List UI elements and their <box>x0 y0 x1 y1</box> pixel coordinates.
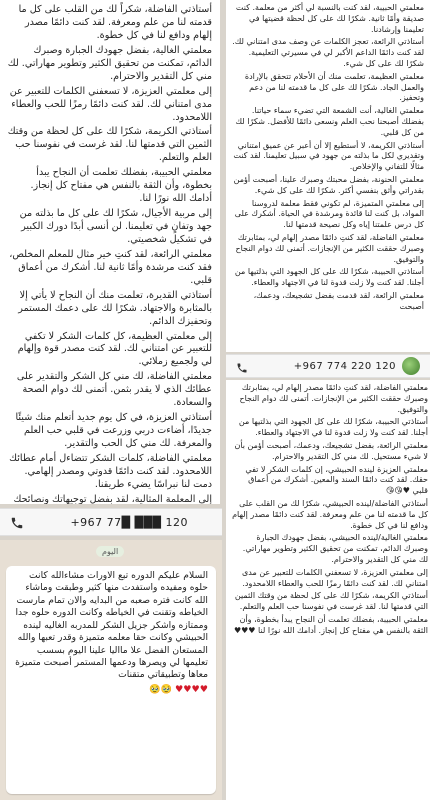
message-emoji: ♥♥♥♥ 🥹🥹 <box>149 683 208 695</box>
contact-phone-number: +967 77█ ███ 120 <box>70 515 188 529</box>
message-paragraph: إلى مربية الأجيال، شكرًا لك على كل ما بذلته من جهد وتفانٍ في تعليمنا. لن أنسى أبدًا دورك الكبير في تشكيل شخصيتي. <box>19 208 212 245</box>
message-paragraph: معلمتي الفاضلة، لقد كنتِ دائمًا مصدر إلهام لي، بمثابرتك وصبرك حققت الكثير من الإنجازات. أتمنى لك دوام النجاح والتوفيق. <box>235 232 424 264</box>
left-top-panel <box>0 0 220 504</box>
contact-header-left[interactable] <box>0 508 222 536</box>
message-text: السلام عليكم الدوره تبع الاورات مشاءالله كانت حلوه ومفيده واستفدت منها كثير وطبقت وماشاء الله كانت فتره صعبه من البدايه والان تمام مارست الخياطه وتقنت في الخياطه وكانت الدوره حلوه جدا وممتازه واشكر جزيل الشكر للمدربه الغاليه لينده الحبيشي وكانت حقا معلمه متميزة وقدر تعبها والله المستعان الفضل علا مااليا علينا اليوم بسسب تعليمها لي ويصرها ودعمها المستمر أصبحت متميزة معاها وتطبيقاتي متقنات <box>15 570 208 681</box>
message-paragraph: معلمتي الحبيبة، بفضلك تعلمت أن النجاح يبدأ بخطوة، وأن الثقة بالنفس هي مفتاح كل إنجاز. أدامك الله نورًا لنا. <box>30 167 212 205</box>
date-chip: اليوم <box>96 546 124 557</box>
message-bubble-right-bottom[interactable] <box>226 380 430 800</box>
message-paragraph: معلمتي الغالية، أنت الشمعة التي تضيء سماء حياتنا. بفضلك أصبحنا نحب العلم ونسعى دائمًا للأفضل. شكرًا لك من كل قلبي. <box>235 106 424 137</box>
right-bottom-panel <box>226 380 430 800</box>
message-paragraph: إلى معلمتي المتميزة، لم تكوني فقط معلمة لدروسنا المواد، بل كنت لنا قائدة ومرشدة في الحياة. أشكرك على كل درس علمتنا إياه وكل نصيحة قدمتها لنا. <box>234 198 424 230</box>
message-paragraph: أستاذتي الحبيبة، شكرًا لك على كل الجهود التي بذلتيها من أجلنا. لقد كنت ولا زلت قدوة لنا في الاجتهاد والعطاء. <box>234 267 424 288</box>
message-paragraph: أستاذتي الكريمة، لا أستطيع إلا أن أعبر عن عميق امتناني وتقديري لكل ما بذلته من جهود في سبيل تعليمنا. لقد كنت مثالًا للتفاني والإخلاص. <box>233 140 424 172</box>
message-paragraph: معلمتي الفاضلة، لك مني كل الشكر والتقدير على عطائك الذي لا يقدر بثمن. أتمنى لك دوام الصحة والسعادة. <box>16 371 212 409</box>
message-paragraph: أستاذتي الفاضلة/لينده الحبيشي، شكرًا لك من القلب على كل ما قدمته لنا من علم ومعرفة. لقد كنت دائمًا مصدر إلهام ودافع لنا في كل خطوة. <box>232 498 428 530</box>
message-paragraph: معلمتي العظيمة، تعلمت منك أن الأحلام تتحقق بالإرادة والعمل الجاد. شكرًا لك على كل ما قدمته لنا من دعم وتحفيز. <box>244 71 424 103</box>
message-paragraph: أستاذتي العزيزة، في كل يوم جديد أتعلم منك شيئًا جديدًا، أضاءت دربي وزرعت في قلبي حب العلم والمعرفة. لك مني كل الحب والتقدير. <box>15 412 212 449</box>
message-paragraph: إلى معلمتي العزيزة، لا تسعفني الكلمات للتعبير عن مدى امتناني لك. لقد كنت دائمًا رمزًا للحب والعطاء اللامحدود. <box>242 567 428 588</box>
message-paragraph: معلمتي الرائعة، لقد كنتِ خير مثال للمعلم المخلص، فقد كنت مرشدة وأمًا ثانية لنا. أشكرك من أعماق قلبي. <box>9 248 212 286</box>
message-paragraph: أستاذتي الكريمة، شكرًا لك على كل لحظة من وقتك الثمين التي قدمتها لنا. لقد غرست في نفوسنا حب العلم والتعلم. <box>234 591 428 612</box>
message-paragraph: معلمتي الفاضلة، لقد كنتِ دائمًا مصدر إلهام لي، بمثابرتك وصبرك حققت الكثير من الإنجازات. أتمنى لك دوام النجاح والتوفيق. <box>239 383 428 414</box>
contact-header-right[interactable] <box>226 354 430 378</box>
message-paragraph: معلمتي الغالية/لينده الحبيشي، بفضل جهودك الجبارة وصبرك الدائم، تمكنت من تحقيق الكثير وتطوير مهاراتي. لك مني كل التقدير والاحترام. <box>242 533 428 564</box>
message-paragraph: معلمتي الحبيبة، لقد كنت بالنسبة لي أكثر من معلمة. كنت صديقة وأمًا ثانية. شكرًا لك على كل لحظة قضيتها في تعليمنا وإرشادنا. <box>235 3 424 34</box>
message-paragraph: معلمتي الرائعة، بفضل تشجيعك، ودعمك، أصبحت أؤمن بأن لا شيء مستحيل. لك مني كل التقدير والاحترام. <box>234 440 428 461</box>
left-bottom-panel <box>0 540 222 800</box>
right-top-panel <box>226 0 430 352</box>
message-paragraph: معلمتي الفاضلة، كلمات الشكر تتضاءل أمام عطائك اللامحدود. لقد كنت دائمًا قدوتي ومصدر إلهامي. دمت لنا نبراسًا يضيء طريقنا. <box>9 452 212 490</box>
message-paragraph: إلى معلمتي العظيمة، كل كلمات الشكر لا تكفي للتعبير عن امتناني لك. لقد كنت مصدر قوة وإلهام لي ولجميع زملائي. <box>17 330 212 368</box>
phone-call-icon[interactable] <box>10 515 24 529</box>
message-paragraph: إلى معلمتي العزيزة، لا تسعفني الكلمات للتعبير عن مدى امتناني لك. لقد كنت دائمًا رمزًا للحب والعطاء اللامحدود. <box>9 85 212 123</box>
message-paragraph: أستاذتي الرائعة، تعجز الكلمات عن وصف مدى امتناني لك. لقد كنت دائمًا الداعم الأكبر لي في مسيرتي التعليمية. شكرًا لك على كل شيء. <box>232 37 424 68</box>
contact-phone-number: +967 774 220 120 <box>293 360 396 372</box>
message-text <box>6 4 212 504</box>
message-bubble-right-top[interactable] <box>226 0 430 352</box>
message-paragraph: أستاذتي الحبيبة، شكرًا لك على كل الجهود التي بذلتيها من أجلنا. لقد كنت ولا زلت قدوة لنا في الاجتهاد والعطاء. <box>238 417 428 438</box>
phone-call-icon[interactable] <box>236 359 250 373</box>
message-paragraph: أستاذتي القديرة، تعلمت منك أن النجاح لا يأتي إلا بالمثابرة والاجتهاد. شكرًا لك على دعمك المستمر وتحفيزك الدائم. <box>18 289 212 327</box>
message-paragraph: معلمتي الغالية، بفضل جهودك الجبارة وصبرك الدائم، تمكنت من تحقيق الكثير وتطوير مهاراتي. لك مني كل التقدير والاحترام. <box>7 44 212 82</box>
message-paragraph: معلمتي الحبيبة، بفضلك تعلمت أن النجاح يبدأ بخطوة، وأن الثقة بالنفس هي مفتاح كل إنجاز. أدامك الله نورًا لنا ♥♥♥ <box>233 614 428 635</box>
message-bubble-left-top[interactable] <box>0 0 220 504</box>
message-paragraph: إلى المعلمة المثالية، لقد بفضل توجيهاتك ونصائحك <box>13 493 212 504</box>
message-text <box>232 383 428 637</box>
avatar[interactable] <box>402 357 420 375</box>
message-text <box>232 3 424 313</box>
message-bubble-left-bottom[interactable] <box>6 566 216 794</box>
message-paragraph: أستاذتي الكريمة، شكرًا لك على كل لحظة من وقتك الثمين التي قدمتها لنا. لقد غرست في نفوسنا حب العلم والتعلم. <box>7 126 212 164</box>
message-paragraph: معلمتي الحنونة، بفضل محبتك وصبرك علينا، أصبحت أؤمن بقدراتي وأثق بنفسي أكثر. شكرًا لك على كل شيء. <box>233 174 424 195</box>
message-paragraph: معلمتي العزيزة لينده الحبيشي، إن كلمات الشكر لا تفي حقك. لقد كنت دائمًا السند والمعين. أشكرك من أعماق قلبي ♥😘😘 <box>245 464 428 496</box>
message-paragraph: معلمتي الرائعة، لقد قدمت بفضل تشجيعك، ودعمك، أصبحت <box>253 290 424 311</box>
message-paragraph: أستاذتي الفاضلة، شكراً لك من القلب على كل ما قدمته لنا من علم ومعرفة. لقد كنت دائمًا مصدر إلهام ودافع لنا في كل خطوة. <box>18 4 212 41</box>
